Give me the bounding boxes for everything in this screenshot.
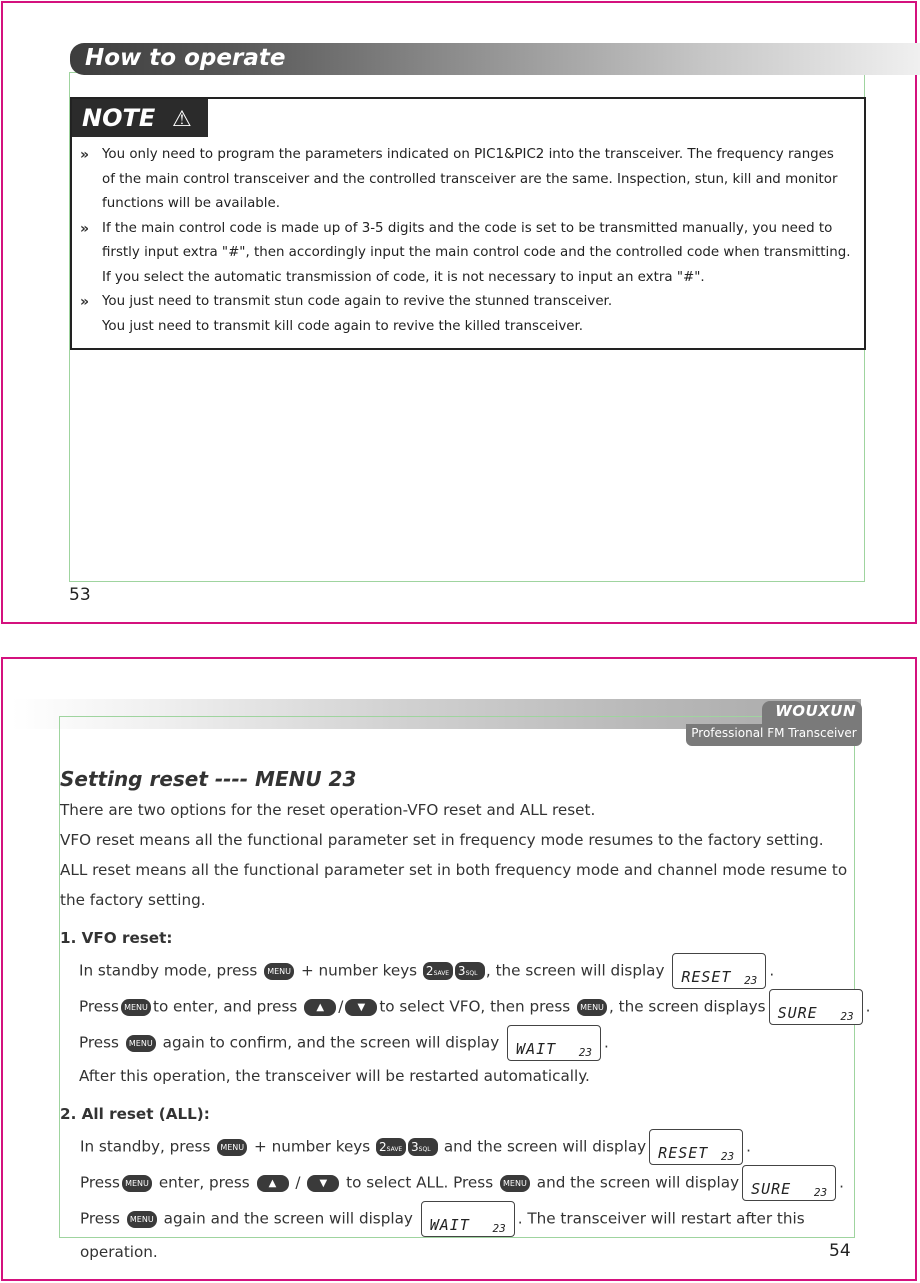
logo-tagline: Professional FM Transceiver xyxy=(691,726,857,740)
reset-section xyxy=(60,765,871,1267)
vfo-step-3: Press MENU again to confirm, and the screen will display WAIT 23 . xyxy=(60,1025,860,1061)
step-text: + number keys xyxy=(254,1137,371,1156)
section-banner xyxy=(70,43,920,75)
step-text: Press xyxy=(80,1209,120,1228)
menu-key-icon: MENU xyxy=(127,1211,157,1228)
menu-key-icon: MENU xyxy=(122,1175,152,1192)
step-text: to select VFO, then press xyxy=(379,997,571,1016)
key-3-icon: 3SQL xyxy=(408,1138,438,1156)
page-53 xyxy=(1,1,917,624)
lcd-text: RESET xyxy=(658,1144,709,1162)
step-text: / xyxy=(338,997,344,1016)
vfo-step-4: After this operation, the transceiver will be restarted automatically. xyxy=(79,1067,590,1085)
note-line: If you select the automatic transmission of code, it is not necessary to input an extra "#". xyxy=(102,269,705,285)
warning-icon: ⚠ xyxy=(171,107,192,132)
lcd-number: 23 xyxy=(744,974,758,987)
down-key-icon: ▼ xyxy=(307,1175,339,1192)
step-text: Press xyxy=(80,1173,120,1192)
note-line: of the main control transceiver and the controlled transceiver are the same. Inspection, stun, kill and monitor xyxy=(102,171,838,187)
step-text: and the screen will display xyxy=(443,1137,647,1156)
lcd-sure-display xyxy=(742,1165,836,1201)
menu-key-icon: MENU xyxy=(121,999,151,1016)
vfo-step-2: Press MENU to enter, and press ▲ / ▼ to select VFO, then press MENU , the screen displays SURE 23 . xyxy=(60,989,860,1025)
menu-key-icon: MENU xyxy=(217,1139,247,1156)
note-tag xyxy=(72,99,208,137)
lcd-text: RESET xyxy=(681,968,732,986)
note-item xyxy=(80,217,860,291)
section-banner-title: How to operate xyxy=(85,45,286,71)
lcd-text: SURE xyxy=(751,1180,792,1198)
lcd-reset-display xyxy=(649,1129,743,1165)
note-label: NOTE ⚠ xyxy=(82,104,192,132)
note-line: You just need to transmit stun code again to revive the stunned transceiver. xyxy=(102,294,613,309)
step-text: Press xyxy=(79,1033,119,1052)
note-items xyxy=(80,143,860,339)
menu-key-icon: MENU xyxy=(264,963,294,980)
note-box xyxy=(70,97,866,350)
step-text: and the screen will display xyxy=(536,1173,740,1192)
bullet-icon: » xyxy=(80,220,90,237)
lcd-number: 23 xyxy=(840,1010,854,1023)
note-line: If the main control code is made up of 3-5 digits and the code is set to be transmitted manually, you need to xyxy=(102,220,833,236)
key-2-icon: 2SAVE xyxy=(423,962,453,980)
menu-key-icon: MENU xyxy=(577,999,607,1016)
lcd-text: SURE xyxy=(777,1004,818,1022)
logo-top xyxy=(762,701,862,725)
step-text: In standby mode, press xyxy=(79,961,258,980)
logo-bottom xyxy=(686,724,862,746)
lcd-wait-display xyxy=(421,1201,515,1237)
lcd-text: WAIT xyxy=(516,1040,557,1058)
intro-line: VFO reset means all the functional parameter set in frequency mode resumes to the factory setting. xyxy=(60,831,824,849)
lcd-reset-display xyxy=(672,953,766,989)
intro-line: the factory setting. xyxy=(60,891,206,909)
up-key-icon: ▲ xyxy=(257,1175,289,1192)
note-item xyxy=(80,290,860,339)
lcd-number: 23 xyxy=(492,1222,506,1235)
all-reset-heading: 2. All reset (ALL): xyxy=(60,1105,210,1123)
note-line: firstly input extra "#", then accordingly input the main control code and the controlled code when transmitting. xyxy=(102,245,851,260)
step-text: again to confirm, and the screen will display xyxy=(162,1033,500,1052)
all-step-1: In standby, press MENU + number keys 2SAVE 3SQL and the screen will display RESET 23 . xyxy=(60,1129,860,1165)
logo-wordmark: WOUXUN xyxy=(775,702,856,720)
brand-logo xyxy=(686,701,862,747)
step-text: . The transceiver will restart after this xyxy=(517,1209,805,1228)
all-step-3 xyxy=(60,1201,860,1237)
lcd-sure-display xyxy=(769,989,863,1025)
step-text: In standby, press xyxy=(80,1137,211,1156)
menu-key-icon: MENU xyxy=(500,1175,530,1192)
key-2-icon: 2SAVE xyxy=(376,1138,406,1156)
all-step-2: Press MENU enter, press ▲ / ▼ to select ALL. Press MENU and the screen will display SURE 23 . xyxy=(60,1165,860,1201)
step-text: to enter, and press xyxy=(152,997,298,1016)
step-text: , the screen will display xyxy=(485,961,665,980)
step-text: + number keys xyxy=(300,961,418,980)
step-text: enter, press xyxy=(158,1173,250,1192)
vfo-reset-heading: 1. VFO reset: xyxy=(60,929,173,947)
step-text: / xyxy=(295,1173,301,1192)
lcd-text: WAIT xyxy=(429,1216,470,1234)
intro-line: There are two options for the reset operation-VFO reset and ALL reset. xyxy=(60,801,596,819)
step-text: again and the screen will display xyxy=(163,1209,413,1228)
key-3-icon: 3SQL xyxy=(455,962,485,980)
bullet-icon: » xyxy=(80,147,90,163)
note-line: functions will be available. xyxy=(102,196,280,211)
page-number: 54 xyxy=(829,1241,851,1261)
lcd-number: 23 xyxy=(813,1186,828,1199)
step-text: to select ALL. Press xyxy=(346,1173,494,1192)
intro-line: ALL reset means all the functional parameter set in both frequency mode and channel mode resume to xyxy=(60,861,848,879)
menu-key-icon: MENU xyxy=(126,1035,156,1052)
all-step-4: operation. xyxy=(80,1243,158,1261)
step-text: Press xyxy=(79,997,119,1016)
bullet-icon: » xyxy=(80,294,90,310)
note-line: You only need to program the parameters indicated on PIC1&PIC2 into the transceiver. The frequency ranges xyxy=(102,147,834,162)
note-line: You just need to transmit kill code again to revive the killed transceiver. xyxy=(102,318,584,334)
page-number: 53 xyxy=(69,585,91,605)
lcd-number: 23 xyxy=(720,1150,735,1163)
step-text: , the screen displays xyxy=(609,997,766,1016)
page-54 xyxy=(1,657,917,1281)
note-item xyxy=(80,143,860,217)
section-title: Setting reset ---- MENU 23 xyxy=(60,767,357,791)
down-key-icon: ▼ xyxy=(345,999,377,1016)
up-key-icon: ▲ xyxy=(304,999,336,1016)
lcd-number: 23 xyxy=(578,1046,593,1059)
vfo-step-1: In standby mode, press MENU + number keys 2SAVE 3SQL , the screen will display RESET 23 . xyxy=(60,953,860,989)
lcd-wait-display xyxy=(507,1025,601,1061)
